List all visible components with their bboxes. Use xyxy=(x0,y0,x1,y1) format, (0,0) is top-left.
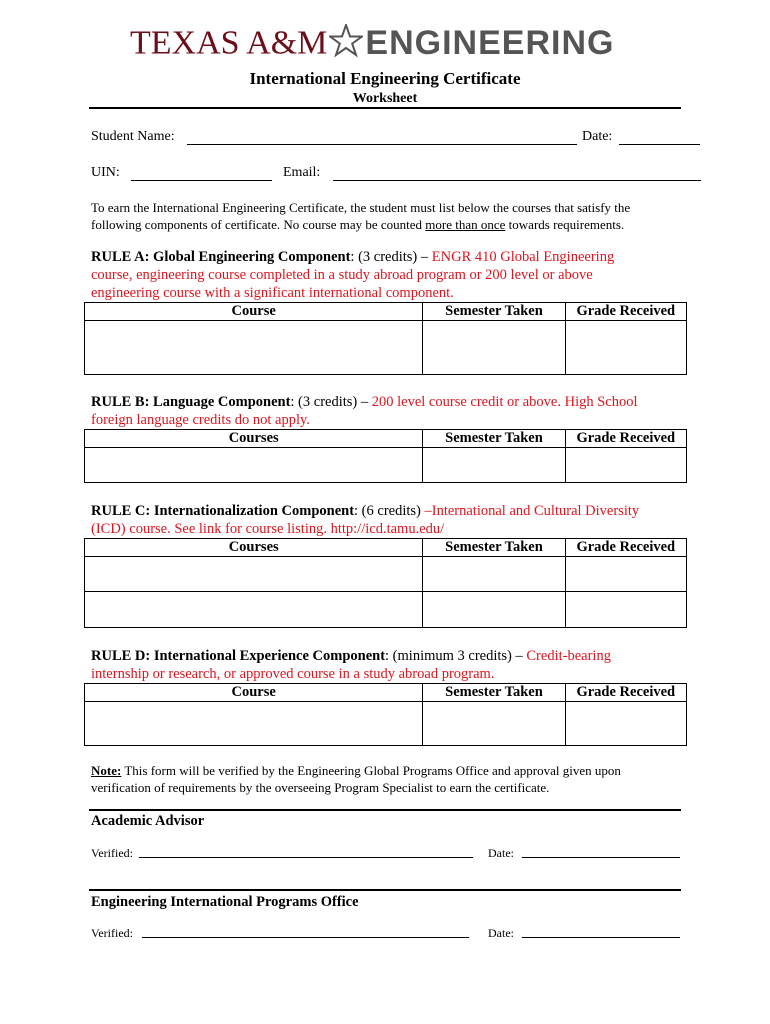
grade-cell[interactable] xyxy=(565,592,686,628)
grade-cell[interactable] xyxy=(565,557,686,592)
rule-d-label: RULE D: International Experience Component xyxy=(91,648,386,664)
rule-b-table xyxy=(84,429,687,483)
office-date-field[interactable] xyxy=(522,925,680,938)
table-row xyxy=(85,557,687,592)
table-row xyxy=(85,321,687,375)
rule-d-requirement-2: internship or research, or approved course in a study abroad program. xyxy=(91,666,495,682)
note-line-2: verification of requirements by the overseeing Program Specialist to earn the certificate. xyxy=(91,780,550,795)
column-header-grade: Grade Received xyxy=(565,539,686,557)
table-row xyxy=(85,592,687,628)
intro-text-end: towards requirements. xyxy=(505,217,625,232)
rule-d-description xyxy=(91,647,691,683)
page-title: International Engineering Certificate xyxy=(249,69,521,88)
rule-a-table xyxy=(84,302,687,375)
rule-d-credits: : (minimum 3 credits) – xyxy=(385,648,527,664)
grade-cell[interactable] xyxy=(565,702,686,746)
advisor-divider xyxy=(89,809,681,811)
rule-b-requirement: 200 level course credit or above. High School xyxy=(371,394,638,410)
column-header-semester: Semester Taken xyxy=(423,303,565,321)
texas-am-engineering-logo xyxy=(130,24,614,60)
semester-cell[interactable] xyxy=(423,448,565,483)
rule-a-requirement: ENGR 410 Global Engineering xyxy=(431,249,615,265)
note-paragraph xyxy=(91,762,683,796)
student-name-label: Student Name: xyxy=(91,129,175,144)
uin-field[interactable] xyxy=(131,166,272,181)
rule-d-requirement: Credit-bearing xyxy=(526,648,611,664)
advisor-date-field[interactable] xyxy=(522,845,680,858)
rule-a-requirement-3: engineering course with a significant international component. xyxy=(91,285,454,301)
column-header-semester: Semester Taken xyxy=(423,684,565,702)
rule-d-table xyxy=(84,683,687,746)
rule-a-description xyxy=(91,248,691,302)
rule-b-description xyxy=(91,393,691,429)
course-cell[interactable] xyxy=(85,321,423,375)
grade-cell[interactable] xyxy=(565,321,686,375)
rule-b-label: RULE B: Language Component xyxy=(91,394,291,410)
rule-b-requirement-2: foreign language credits do not apply. xyxy=(91,412,310,428)
rule-c-requirement-2: (ICD) course. See link for course listing. http://icd.tamu.edu/ xyxy=(91,521,445,537)
column-header-courses: Courses xyxy=(85,539,423,557)
advisor-date-label: Date: xyxy=(488,846,514,860)
course-cell[interactable] xyxy=(85,448,423,483)
email-field[interactable] xyxy=(333,166,701,181)
semester-cell[interactable] xyxy=(423,321,565,375)
course-cell[interactable] xyxy=(85,702,423,746)
intro-line-1: To earn the International Engineering Certificate, the student must list below the courses that satisfy the xyxy=(91,200,631,215)
rule-c-credits: : (6 credits) xyxy=(354,503,425,519)
rule-c-label: RULE C: Internationalization Component xyxy=(91,503,355,519)
rule-a-requirement-2: course, engineering course completed in a study abroad program or 200 level or above xyxy=(91,267,593,283)
intro-line-2 xyxy=(91,216,691,233)
email-label: Email: xyxy=(283,165,321,180)
office-verified-field[interactable] xyxy=(142,925,469,938)
logo-engineering-text: ENGINEERING xyxy=(365,24,615,62)
rule-c-requirement: –International and Cultural Diversity xyxy=(424,503,640,519)
note-line-1: This form will be verified by the Engineering Global Programs Office and approval given upon xyxy=(121,763,621,778)
office-verified-label: Verified: xyxy=(91,926,133,940)
note-label: Note: xyxy=(91,763,122,778)
date-label: Date: xyxy=(582,129,613,144)
course-cell[interactable] xyxy=(85,557,423,592)
rule-a-credits: : (3 credits) – xyxy=(350,249,432,265)
advisor-verified-field[interactable] xyxy=(139,845,473,858)
date-field[interactable] xyxy=(619,130,700,145)
column-header-courses: Courses xyxy=(85,430,423,448)
intro-text: following components of certificate. No course may be counted xyxy=(91,217,426,232)
semester-cell[interactable] xyxy=(423,557,565,592)
semester-cell[interactable] xyxy=(423,702,565,746)
uin-label: UIN: xyxy=(91,165,120,180)
column-header-grade: Grade Received xyxy=(565,684,686,702)
star-icon xyxy=(329,24,363,63)
rule-c-table xyxy=(84,538,687,628)
column-header-semester: Semester Taken xyxy=(423,539,565,557)
table-row xyxy=(85,702,687,746)
course-cell[interactable] xyxy=(85,592,423,628)
rule-c-description xyxy=(91,502,691,538)
student-name-field[interactable] xyxy=(187,130,577,145)
office-date-label: Date: xyxy=(488,926,514,940)
column-header-grade: Grade Received xyxy=(565,430,686,448)
rule-a-label: RULE A: Global Engineering Component xyxy=(91,249,351,265)
rule-b-credits: : (3 credits) – xyxy=(290,394,372,410)
column-header-course: Course xyxy=(85,684,423,702)
column-header-grade: Grade Received xyxy=(565,303,686,321)
grade-cell[interactable] xyxy=(565,448,686,483)
advisor-verified-label: Verified: xyxy=(91,846,133,860)
column-header-semester: Semester Taken xyxy=(423,430,565,448)
column-header-course: Course xyxy=(85,303,423,321)
programs-office-title: Engineering International Programs Office xyxy=(91,894,359,910)
office-divider xyxy=(89,889,681,891)
semester-cell[interactable] xyxy=(423,592,565,628)
logo-texas-am-text: TEXAS A&M xyxy=(130,24,328,62)
intro-paragraph xyxy=(91,199,691,233)
page-subtitle: Worksheet xyxy=(352,91,418,106)
title-divider xyxy=(89,107,681,109)
table-row xyxy=(85,448,687,483)
academic-advisor-title: Academic Advisor xyxy=(91,813,205,829)
intro-underlined-text: more than once xyxy=(425,217,506,232)
